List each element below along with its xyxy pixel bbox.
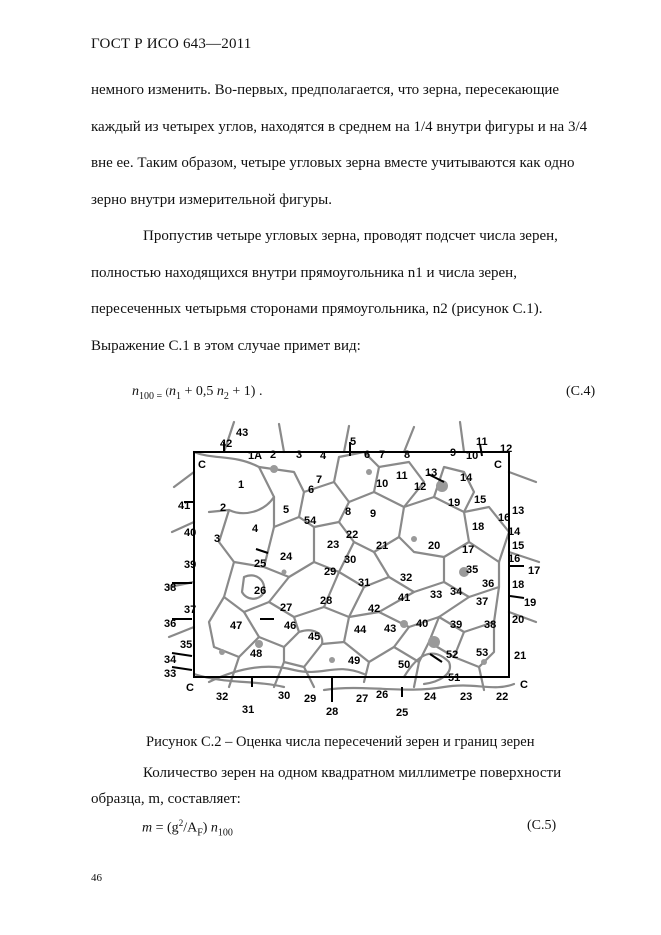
corner-label-top-left: C xyxy=(198,459,206,471)
grain-label: 5 xyxy=(283,504,290,516)
grain-label: 42 xyxy=(220,438,233,450)
grain-label: 1A xyxy=(248,450,263,462)
grain-label: 49 xyxy=(348,655,361,667)
grain-label: 14 xyxy=(460,472,473,484)
grain-label: 12 xyxy=(414,481,427,493)
formula-number-c4: (С.4) xyxy=(566,384,596,399)
grain-label: 41 xyxy=(398,592,411,604)
grain-label: 45 xyxy=(308,631,321,643)
grain-label: 3 xyxy=(296,449,303,461)
formula-text: ) xyxy=(202,820,211,836)
grain-label: 23 xyxy=(327,539,340,551)
formula-var: n xyxy=(210,820,218,836)
grain-label: 44 xyxy=(354,624,367,636)
grain-label: 4 xyxy=(320,450,327,462)
grain-label: 39 xyxy=(450,619,463,631)
grain-label: 38 xyxy=(484,619,497,631)
grain-label: 38 xyxy=(164,582,177,594)
grain-label: C xyxy=(520,679,528,691)
paragraph-1 xyxy=(91,72,603,218)
grain-label: C xyxy=(186,682,194,694)
grain-label: 15 xyxy=(474,494,487,506)
grain-label: 25 xyxy=(396,707,409,719)
grain-label: 7 xyxy=(379,449,386,461)
grain-label: 46 xyxy=(284,620,297,632)
grain-label: 53 xyxy=(476,647,489,659)
grain-label: 14 xyxy=(508,526,521,538)
formula-text: /A xyxy=(183,820,198,836)
grain-label: 22 xyxy=(346,529,359,541)
grain-label: 16 xyxy=(498,512,511,524)
grain-label: 8 xyxy=(404,449,411,461)
grain-label: 42 xyxy=(368,603,381,615)
grain-label: 50 xyxy=(398,659,411,671)
formula-sub: 100 xyxy=(217,827,233,839)
grain-label: 11 xyxy=(476,436,488,448)
paragraph-line: Пропустив четыре угловых зерна, проводят подсчет числа зерен, xyxy=(143,228,558,244)
grain-number-labels xyxy=(164,427,540,719)
grain-label: 43 xyxy=(384,623,397,635)
document-header: ГОСТ Р ИСО 643—2011 xyxy=(91,36,252,52)
paragraph-3 xyxy=(91,760,603,812)
grain-label: 2 xyxy=(270,449,277,461)
formula-sup: 2 xyxy=(178,818,184,828)
grain-label: 11 xyxy=(396,470,408,482)
grain-label: 34 xyxy=(450,586,463,598)
grain-label: 8 xyxy=(345,506,352,518)
grain-label: 20 xyxy=(512,614,525,626)
grain-label: 35 xyxy=(180,639,193,651)
grain-label: 54 xyxy=(304,515,317,527)
grain-label: 41 xyxy=(178,500,191,512)
formula-sub: 2 xyxy=(223,390,229,402)
grain-label: 40 xyxy=(416,618,429,630)
grain-label: 29 xyxy=(324,566,337,578)
grain-label: 31 xyxy=(358,577,371,589)
grain-label: 21 xyxy=(376,540,389,552)
formula-var: n xyxy=(168,384,176,399)
grain-label: 5 xyxy=(350,436,357,448)
grain-label: 20 xyxy=(428,540,441,552)
grain-label: 26 xyxy=(254,585,267,597)
grain-label: 29 xyxy=(304,693,317,705)
formula-var: n xyxy=(132,384,139,399)
formula-var: n xyxy=(216,384,224,399)
grain-label: 13 xyxy=(512,505,525,517)
paragraph-2 xyxy=(91,218,603,364)
grain-label: 48 xyxy=(250,648,263,660)
grain-label: 10 xyxy=(466,450,479,462)
grain-label: 18 xyxy=(472,521,485,533)
paragraph-line: Количество зерен на одном квадратном миллиметре поверхности xyxy=(143,765,562,781)
paragraph-line: зерно внутри измерительной фигуры. xyxy=(91,191,332,208)
formula-paren: ( xyxy=(165,387,169,398)
formula-text: + 1) . xyxy=(228,384,263,399)
formula-text: = (g xyxy=(152,820,179,836)
grain-label: 32 xyxy=(400,572,413,584)
grain-label: 6 xyxy=(308,484,315,496)
grain-label: 21 xyxy=(514,650,527,662)
grain-label: 36 xyxy=(164,618,177,630)
grain-label: 43 xyxy=(236,427,249,439)
paragraph-line: немного изменить. Во-первых, предполагается, что зерна, пересекающие xyxy=(91,82,560,98)
grain-label: 27 xyxy=(356,693,369,705)
paragraph-line: Выражение С.1 в этом случае примет вид: xyxy=(91,337,361,354)
grain-label: 30 xyxy=(344,554,357,566)
grain-label: 13 xyxy=(425,467,438,479)
grain-label: 18 xyxy=(512,579,525,591)
grain-label: 25 xyxy=(254,558,267,570)
grain-label: 9 xyxy=(450,447,457,459)
formula-sub: 100 = xyxy=(139,390,163,402)
grain-label: 35 xyxy=(466,564,479,576)
grain-label: 6 xyxy=(364,449,371,461)
grain-label: 28 xyxy=(326,706,339,718)
paragraph-line: вне ее. Таким образом, четыре угловых зерна вместе учитываются как одно xyxy=(91,155,575,171)
grain-label: 39 xyxy=(184,559,197,571)
grain-label: 37 xyxy=(476,596,489,608)
grain-label: 22 xyxy=(496,691,509,703)
paragraph-line: каждый из четырех углов, находятся в среднем на 1/4 внутри фигуры и на 3/4 xyxy=(91,118,588,135)
grain-label: 33 xyxy=(164,668,177,680)
grain-label: 24 xyxy=(424,691,437,703)
grain-label: 15 xyxy=(512,540,525,552)
grain-label: 16 xyxy=(508,553,521,565)
grain-label: 52 xyxy=(446,649,459,661)
grain-label: 31 xyxy=(242,704,255,716)
grain-label: 33 xyxy=(430,589,443,601)
grain-label: 1 xyxy=(238,479,245,491)
paragraph-line: пересеченных четырьмя сторонами прямоугольника, n2 (рисунок С.1). xyxy=(91,301,543,317)
formula-sub: F xyxy=(197,827,203,839)
formula-c4 xyxy=(132,384,262,402)
grain-label: 40 xyxy=(184,527,197,539)
grain-micrograph-figure xyxy=(164,412,544,719)
grain-label: 9 xyxy=(370,508,377,520)
grain-label: 19 xyxy=(524,597,537,609)
grain-label: 28 xyxy=(320,595,333,607)
formula-c5 xyxy=(142,818,233,838)
grain-label: 19 xyxy=(448,497,461,509)
grain-label: 7 xyxy=(316,474,323,486)
grain-label: 30 xyxy=(278,690,291,702)
grain-label: 47 xyxy=(230,620,243,632)
grain-label: 32 xyxy=(216,691,229,703)
figure-caption: Рисунок С.2 – Оценка числа пересечений зерен и границ зерен xyxy=(146,734,535,750)
grain-label: 27 xyxy=(280,602,293,614)
grain-label: 4 xyxy=(252,523,259,535)
formula-sub: 1 xyxy=(175,390,181,402)
paragraph-line: полностью находящихся внутри прямоугольника n1 и числа зерен, xyxy=(91,264,517,281)
page-number: 46 xyxy=(91,872,102,884)
formula-var: m xyxy=(142,820,153,836)
grain-label: 37 xyxy=(184,604,197,616)
grain-label: 12 xyxy=(500,443,513,455)
grain-label: 51 xyxy=(448,672,461,684)
corner-label-top-right: C xyxy=(494,459,502,471)
formula-number-c5: (С.5) xyxy=(527,818,557,833)
formula-text: + 0,5 xyxy=(180,384,217,399)
grain-label: 17 xyxy=(528,565,541,577)
grain-label: 23 xyxy=(460,691,473,703)
grain-label: 26 xyxy=(376,689,389,701)
grain-label: 10 xyxy=(376,478,389,490)
paragraph-line: образца, m, составляет: xyxy=(91,791,241,807)
grain-label: 2 xyxy=(220,502,227,514)
grain-label: 36 xyxy=(482,578,495,590)
grain-label: 34 xyxy=(164,654,177,666)
grain-label: 24 xyxy=(280,551,293,563)
grain-label: 17 xyxy=(462,544,475,556)
grain-label: 3 xyxy=(214,533,221,545)
